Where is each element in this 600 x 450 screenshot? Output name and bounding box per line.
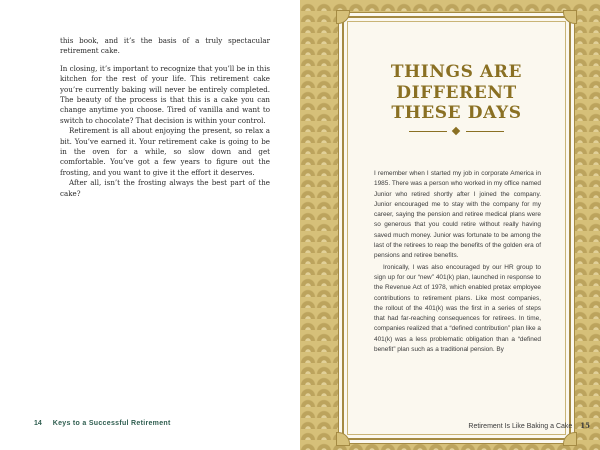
body-paragraph: this book, and it’s the basis of a truly spectacular retirement cake. [60,36,270,56]
body-paragraph: Ironically, I was also encouraged by our HR group to sign up for our “new” 401(k) plan, launched in response to the Revenue Act of 1978, which enabled pretax employee contributions to retirement plans. Like most companies, the rollout of the 401(k) was the first in a series of steps that had far-reaching consequences for retirees. In time, companies realized that a “defined contribution” plan like a 401(k) was a less problematic obligation than a “defined benefit” plan such as a traditional pension. By [374,263,541,354]
page-number: 15 [580,421,590,430]
running-title: Retirement Is Like Baking a Cake [468,423,573,430]
body-paragraph: I remember when I started my job in corporate America in 1985. There was a person who worked in my office named Junior who retired shortly after I joined the company. Junior encouraged me to stay with the company for my career, saying the pension and retiree medical plans were so generous that you could retire without really having saved much money. Junior was fortunate to be among the last of the retirees to reap the benefits of the golden era of pensions and retiree benefits. [374,170,541,260]
sidebar-panel [342,16,571,440]
running-title: Keys to a Successful Retirement [52,420,171,427]
sidebar-title [344,62,569,124]
divider-ornament [409,128,504,136]
body-paragraph: Retirement is all about enjoying the present, so relax a bit. You’ve earned it. Your retirement cake is going to be in the oven for a while, so slow down and get comfortable. You’ve got a few years to figure out the frosting, and you want to give it the effort it deserves. [60,126,270,177]
title-line: THINGS ARE [390,62,523,82]
divider-line [409,131,447,132]
left-page-footer [34,420,171,427]
sidebar-body [374,169,541,355]
page-number: 14 [34,420,42,427]
diamond-icon [452,127,460,135]
divider-line [466,131,504,132]
title-line: THESE DAYS [391,103,522,123]
right-page [300,0,600,450]
title-line: DIFFERENT [396,82,517,103]
body-paragraph: In closing, it’s important to recognize that you’ll be in this kitchen for the rest of your life. This retirement cake you’re currently baking will never be entirely completed. The beauty of the process is that this is a cake you can change anytime you choose. Tired of vanilla and want to switch to chocolate? That decision is within your control. [60,63,270,125]
body-paragraph: After all, isn’t the frosting always the best part of the cake? [60,178,270,198]
left-page-body [60,36,270,199]
right-page-footer [450,421,590,430]
